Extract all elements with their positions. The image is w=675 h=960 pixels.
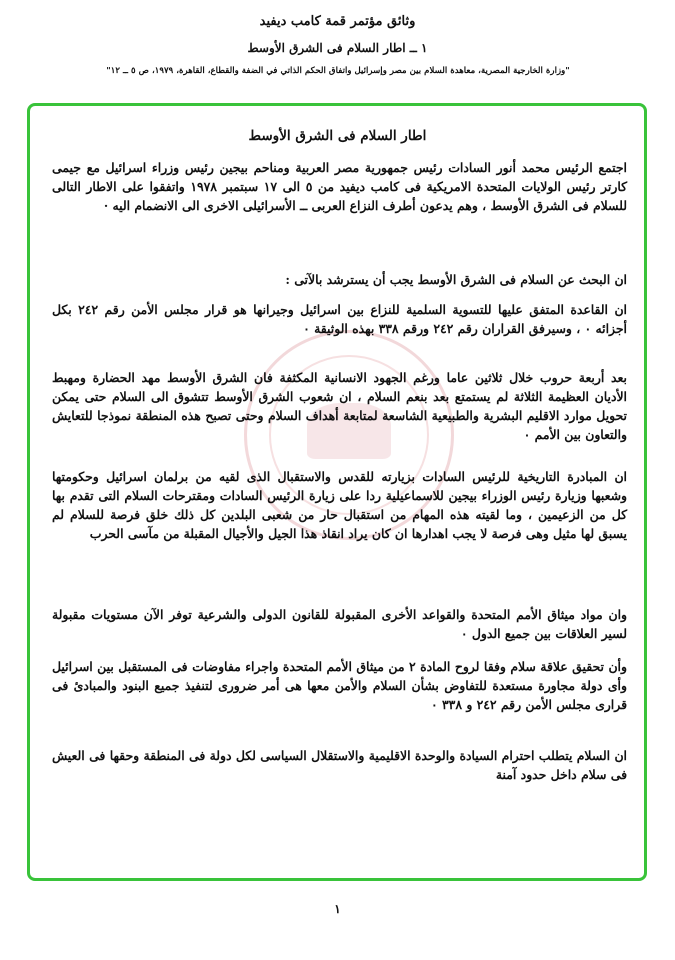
document-title: اطار السلام فى الشرق الأوسط xyxy=(248,128,427,144)
paragraph-guidance: ان البحث عن السلام فى الشرق الأوسط يجب أن يسترشد بالآتى : xyxy=(285,272,627,287)
source-citation: "وزارة الخارجية المصرية، معاهدة السلام بين مصر وإسرائيل واتفاق الحكم الذاتي في الضفة والقطاع، القاهرة، ١٩٧٩، ص ٥ ــ ١٢" xyxy=(106,66,570,76)
header-title: وثائق مؤتمر قمة كامب ديفيد xyxy=(259,14,416,29)
paragraph-resolution-242: ان القاعدة المتفق عليها للتسوية السلمية للنزاع بين اسرائيل وجيرانها هو قرار مجلس الأمن رقم ٢٤٢ بكل أجزائه ٠ ، وسيرفق القراران رقم ٢٤٢ ورقم ٣٣٨ بهذه الوثيقة ٠ xyxy=(52,302,627,336)
paragraph-intro: اجتمع الرئيس محمد أنور السادات رئيس جمهورية مصر العربية ومناحم بيجين رئيس وزراء اسرائيل مع جيمى كارتر رئيس الولايات المتحدة الامريكية فى كامب ديفيد من ٥ الى ١٧ سبتمبر ١٩٧٨ واتفقوا على الاطار التالى للسلام فى الشرق الأوسط ، وهم يدعون أطرف النزاع العربى ــ الأسرائيلى الاخرى الى الانضمام اليه · xyxy=(52,160,628,213)
paragraph-four-wars: بعد أربعة حروب خلال ثلاثين عاما ورغم الجهود الانسانية المكثفة فان الشرق الأوسط مهد الحضارة ومهبط الأديان العظيمة الثلاثة لم يستمتع بعد بنعم السلام ، ان شعوب الشرق الأوسط تتشوق الى السلام حتى يمكن تحويل موارد الاقليم البشرية والطبيعية الشاسعة لمتابعة أهداف السلام وحتى تصبح هذه المنطقة نموذجا للتعايش والتعاون بين الأمم ٠ xyxy=(52,370,627,442)
paragraph-un-charter: وان مواد ميثاق الأمم المتحدة والقواعد الأخرى المقبولة للقانون الدولى والشرعية توفر الآن مستويات مقبولة لسير العلاقات بين جميع الدول ٠ xyxy=(52,607,627,641)
paragraph-sovereignty: ان السلام يتطلب احترام السيادة والوحدة الاقليمية والاستقلال السياسى لكل دولة فى المنطقة وحقها فى العيش فى سلام داخل حدود آمنة xyxy=(52,748,627,782)
page-number: ١ xyxy=(334,902,341,916)
paragraph-sadat-initiative: ان المبادرة التاريخية للرئيس السادات بزيارته للقدس والاستقبال الذى لقيه من برلمان اسرائيل وحكومتها وشعبها وزيارة رئيس الوزراء بيجين للاسماعيلية ردا على زيارة الرئيس السادات ومقترحات السلام التى تقدم بها كل من الزعيمين ، وما لقيته هذه المهام من استقبال حار من شعبى البلدين كل ذلك خلق فرصة للسلام لم يسبق لها مثيل وهى فرصة لا يجب اهدارها ان كان يراد انقاذ هذا الجيل والأجيال المقبلة من مآسى الحرب xyxy=(52,469,627,541)
header-subtitle: ١ ــ اطار السلام فى الشرق الأوسط xyxy=(247,41,428,55)
paragraph-negotiations: وأن تحقيق علاقة سلام وفقا لروح المادة ٢ من ميثاق الأمم المتحدة واجراء مفاوضات فى المستقبل بين اسرائيل وأى دولة مجاورة مستعدة للتفاوض بشأن السلام والأمن معها هى أمر ضرورى لتنفيذ جميع البنود والمبادئ فى قرارى مجلس الأمن رقم ٢٤٢ و ٣٣٨ ٠ xyxy=(52,659,627,712)
